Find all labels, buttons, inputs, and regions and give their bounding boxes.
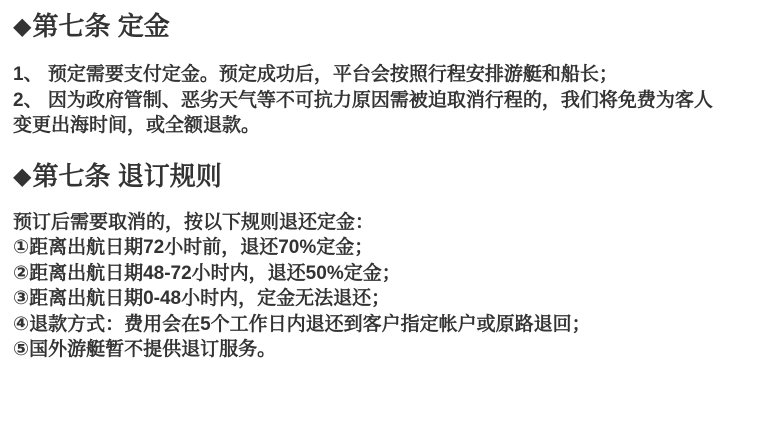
deposit-terms-paragraph [13,62,758,139]
refund-rule-line: ④退款方式：费用会在5个工作日内退还到客户指定帐户或原路退回； [13,313,591,335]
refund-rule-line: ②距离出航日期48-72小时内，退还50%定金； [13,262,401,284]
refund-rules-paragraph [13,210,758,363]
diamond-bullet-icon: ◆ [13,162,32,190]
diamond-bullet-icon: ◆ [13,13,32,40]
deposit-term-line: 2、 因为政府管制、恶劣天气等不可抗力原因需被迫取消行程的，我们将免费为客人 [13,89,713,111]
refund-section-heading [13,160,758,191]
refund-rule-line: ③距离出航日期0-48小时内，定金无法退还； [13,288,391,309]
refund-rule-line: ①距离出航日期72小时前，退还70%定金； [13,237,374,258]
refund-rules-intro: 预订后需要取消的，按以下规则退还定金： [13,211,375,233]
deposit-section-heading [13,13,758,40]
deposit-term-line: 1、 预定需要支付定金。预定成功后，平台会按照行程安排游艇和船长； [13,64,618,85]
refund-section-title: 第七条 退订规则 [32,160,222,191]
refund-rule-line: ⑤国外游艇暂不提供退订服务。 [13,339,277,360]
deposit-section-title: 第七条 定金 [32,11,170,41]
deposit-term-line: 变更出海时间，或全额退款。 [13,115,261,136]
